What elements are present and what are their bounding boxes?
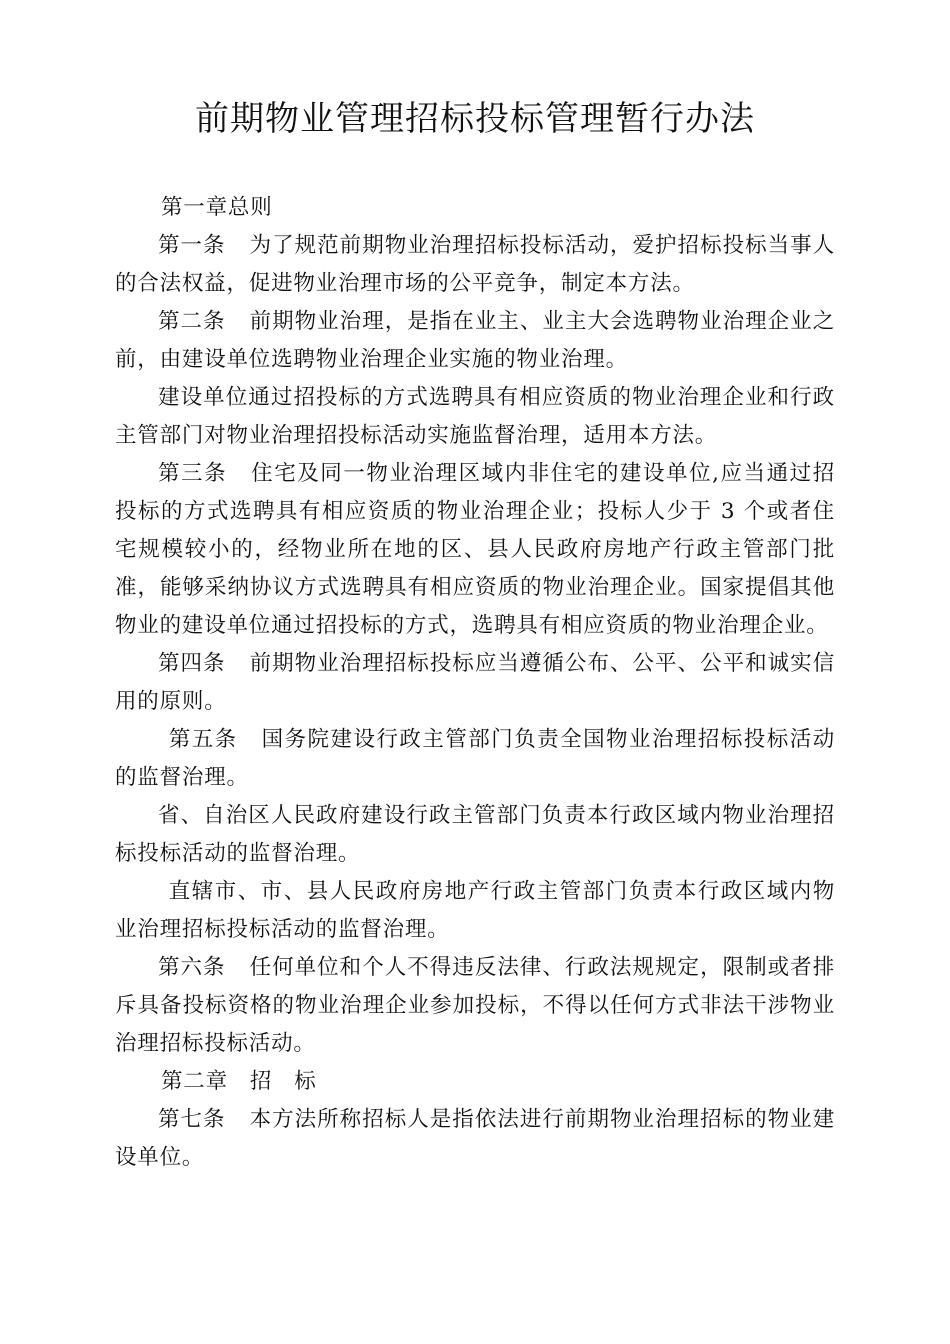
article-text: 前期物业治理招标投标应当遵循公布、公平、公平和诚实信用的原则。 xyxy=(115,651,835,714)
article-number: 第五条 xyxy=(168,727,238,752)
article-number: 第四条 xyxy=(158,651,226,676)
body-paragraph xyxy=(115,379,835,455)
article-paragraph xyxy=(115,227,835,303)
article-text: 本方法所称招标人是指依法进行前期物业治理招标的物业建设单位。 xyxy=(115,1107,835,1170)
chapter-number: 第二章 xyxy=(161,1069,228,1094)
article-paragraph xyxy=(115,455,835,645)
article-paragraph xyxy=(115,645,835,721)
article-paragraph xyxy=(115,1101,835,1177)
article-paragraph xyxy=(115,721,835,797)
article-text: 前期物业治理，是指在业主、业主大会选聘物业治理企业之前，由建设单位选聘物业治理企业实施的物业治理。 xyxy=(115,309,835,372)
chapter-heading xyxy=(115,1063,835,1101)
article-text: 国务院建设行政主管部门负责全国物业治理招标投标活动的监督治理。 xyxy=(115,727,835,790)
article-paragraph xyxy=(115,303,835,379)
body-paragraph xyxy=(115,797,835,873)
document-title: 前期物业管理招标投标管理暂行办法 xyxy=(195,99,755,139)
article-number: 第三条 xyxy=(158,461,228,486)
body-paragraph xyxy=(115,873,835,949)
paragraph-text: 建设单位通过招投标的方式选聘具有相应资质的物业治理企业和行政主管部门对物业治理招投标活动实施监督治理，适用本方法。 xyxy=(115,385,835,448)
chapter-title-char: 招 xyxy=(249,1069,273,1094)
article-text: 为了规范前期物业治理招标投标活动，爱护招标投标当事人的合法权益，促进物业治理市场的公平竞争，制定本方法。 xyxy=(115,233,835,296)
article-number: 第六条 xyxy=(158,955,226,980)
article-number: 第二条 xyxy=(158,309,226,334)
chapter-heading: 第一章总则 xyxy=(161,195,273,220)
paragraph-text: 省、自治区人民政府建设行政主管部门负责本行政区域内物业治理招标投标活动的监督治理。 xyxy=(115,803,835,866)
chapter-title-char: 标 xyxy=(294,1069,317,1094)
article-text: 住宅及同一物业治理区域内非住宅的建设单位,应当通过招投标的方式选聘具有相应资质的物业治理企业；投标人少于 3 个或者住宅规模较小的，经物业所在地的区、县人民政府房地产行政主管部门批准，能够采纳协议方式选聘具有相应资质的物业治理企业。国家提倡其他物业的建设单位通过招投标的方式，选聘具有相应资质的物业治理企业。 xyxy=(115,461,836,638)
article-paragraph xyxy=(115,949,835,1063)
article-number: 第一条 xyxy=(158,233,226,258)
article-text: 任何单位和个人不得违反法律、行政法规规定，限制或者排斥具备投标资格的物业治理企业参加投标，不得以任何方式非法干涉物业治理招标投标活动。 xyxy=(115,955,835,1056)
article-number: 第七条 xyxy=(158,1107,226,1132)
document-body xyxy=(115,189,835,1177)
paragraph-text: 直辖市、市、县人民政府房地产行政主管部门负责本行政区域内物业治理招标投标活动的监督治理。 xyxy=(115,879,835,942)
